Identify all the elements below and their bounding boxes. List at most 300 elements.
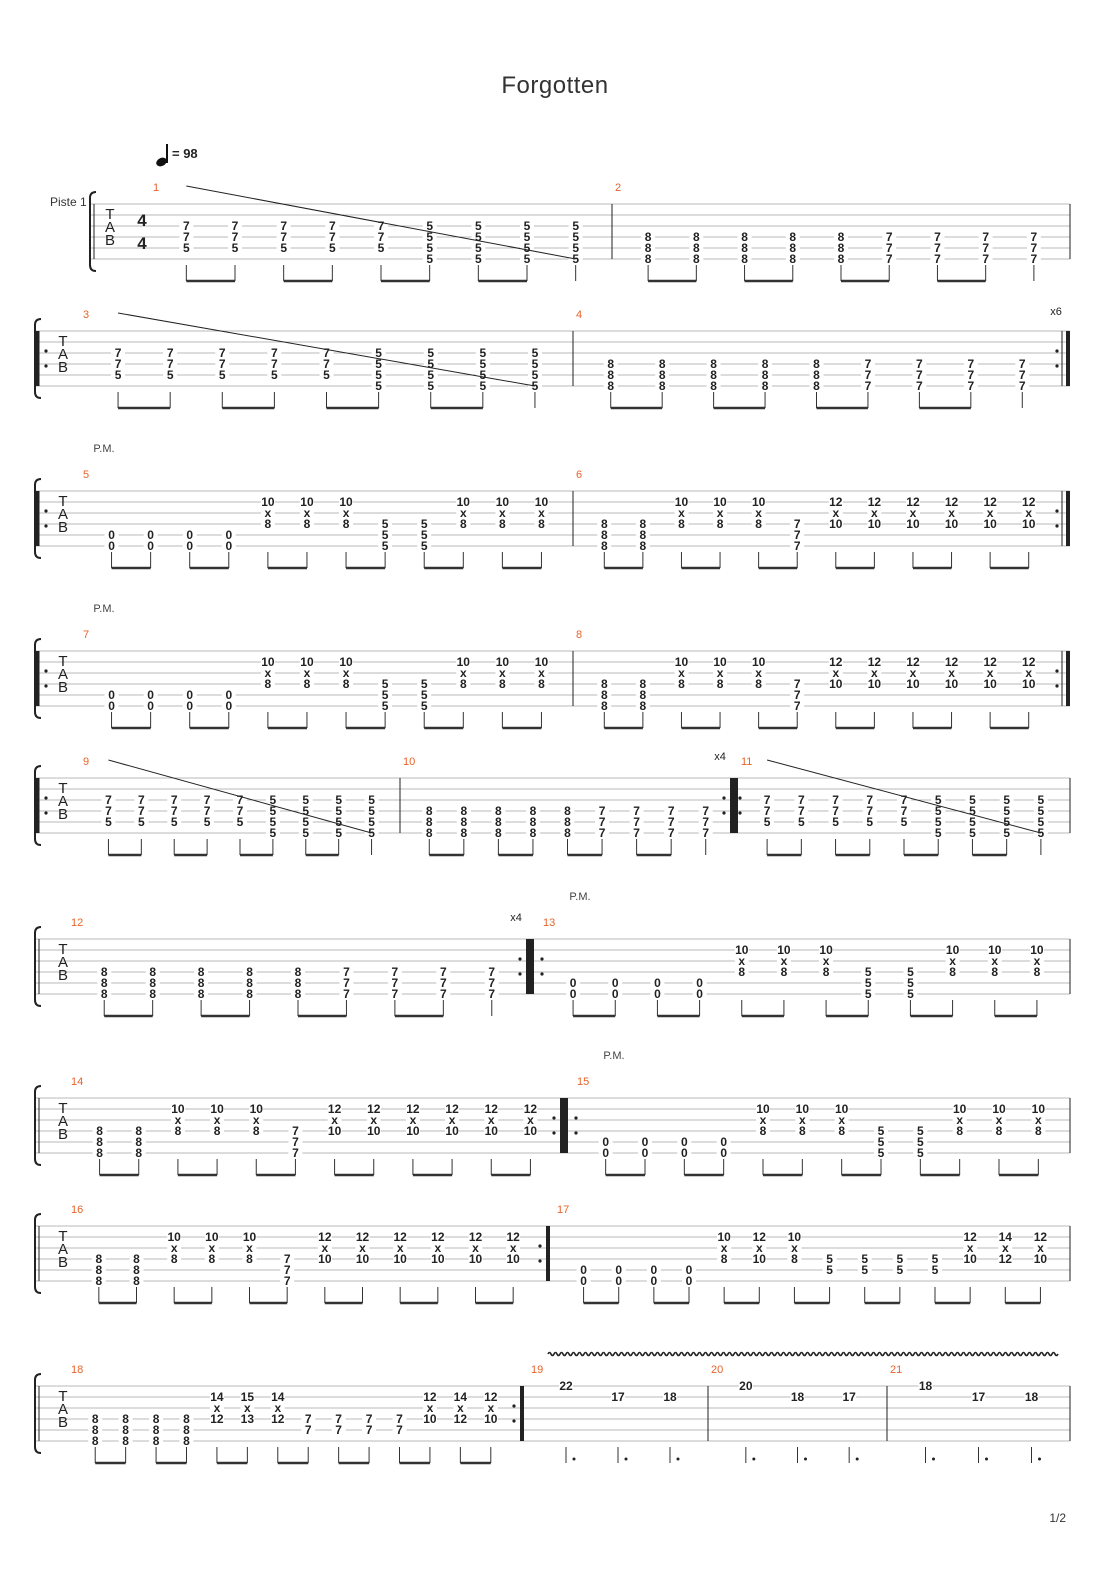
fret-number: 10	[495, 655, 510, 669]
fret-number: 12	[271, 1412, 285, 1426]
fret-number: 5	[427, 346, 435, 360]
fret-number: 12	[367, 1102, 381, 1116]
fret-number: 8	[658, 368, 666, 382]
fret-number: 0	[720, 1146, 728, 1160]
fret-number: 5	[969, 826, 976, 840]
fret-number: 7	[218, 357, 226, 371]
fret-number: 8	[813, 368, 820, 382]
fret-number: 7	[763, 793, 771, 807]
fret-number: 7	[982, 252, 990, 266]
fret-number: 7	[864, 368, 872, 382]
fret-number: 8	[122, 1412, 129, 1426]
fret-number: 5	[931, 1252, 939, 1266]
dead-note: x	[509, 1241, 517, 1255]
dead-note: x	[426, 1401, 434, 1415]
fret-number: 5	[426, 219, 434, 233]
measure-number: 3	[83, 309, 90, 321]
fret-number: 15	[240, 1390, 255, 1404]
fret-number: 0	[186, 699, 194, 713]
fret-number: 7	[1018, 357, 1026, 371]
fret-number: 8	[208, 1252, 216, 1266]
tab-clef-letter: B	[57, 1414, 69, 1431]
dead-note: x	[448, 1113, 456, 1127]
fret-number: 10	[261, 495, 275, 509]
dead-note: x	[995, 1113, 1003, 1127]
repeat-dot	[538, 1244, 541, 1247]
dead-note: x	[499, 666, 506, 680]
fret-number: 8	[91, 1412, 99, 1426]
fret-number: 10	[717, 1230, 731, 1244]
dead-note: x	[966, 1241, 974, 1255]
fret-number: 5	[866, 815, 874, 829]
fret-number: 10	[756, 1102, 770, 1116]
fret-number: 8	[658, 357, 666, 371]
fret-number: 12	[318, 1230, 332, 1244]
fret-number: 8	[644, 241, 652, 255]
repeat-dot	[512, 1419, 515, 1422]
measure-number: 12	[71, 917, 84, 929]
fret-number: 5	[271, 368, 278, 382]
fret-number: 0	[108, 699, 115, 713]
fret-number: 8	[644, 230, 652, 244]
fret-number: 10	[1022, 677, 1036, 691]
fret-number: 8	[135, 1124, 143, 1138]
fret-number: 7	[900, 793, 908, 807]
fret-number: 8	[995, 1124, 1003, 1138]
measure-10	[400, 778, 713, 855]
fret-number: 7	[283, 1252, 291, 1266]
fret-number: 0	[615, 1263, 623, 1277]
fret-number: 7	[304, 1412, 312, 1426]
fret-number: 7	[934, 230, 941, 244]
fret-number: 8	[720, 1252, 728, 1266]
fret-number: 12	[1022, 655, 1036, 669]
dead-note: x	[909, 506, 917, 520]
fret-number: 0	[720, 1135, 728, 1149]
fret-number: 5	[328, 241, 336, 255]
fret-number: 8	[600, 677, 608, 691]
fret-number: 7	[391, 987, 399, 1001]
fret-number: 8	[678, 517, 685, 531]
fret-number: 12	[983, 495, 997, 509]
fret-number: 0	[147, 699, 154, 713]
tab-clef-letter: B	[57, 679, 69, 696]
tab-clef-letter: A	[57, 954, 69, 971]
fret-number: 5	[474, 230, 482, 244]
dead-note: x	[459, 666, 467, 680]
repeat-end-bar	[526, 939, 530, 994]
palm-mute-marker: P.M.	[603, 1050, 625, 1062]
fret-number: 5	[572, 230, 580, 244]
fret-number: 8	[741, 230, 748, 244]
fret-number: 7	[598, 804, 606, 818]
repeat-dot	[738, 796, 741, 799]
fret-number: 10	[210, 1102, 224, 1116]
fret-number: 5	[420, 688, 428, 702]
fret-number: 12	[406, 1102, 420, 1116]
dead-note: x	[457, 1401, 464, 1415]
tab-clef-letter: A	[57, 666, 69, 683]
repeat-end-bar	[1066, 331, 1070, 386]
fret-number: 18	[663, 1390, 677, 1404]
fret-number: 5	[900, 815, 908, 829]
measure-15	[599, 1104, 1046, 1175]
fret-number: 5	[916, 1124, 924, 1138]
dead-note: x	[1033, 954, 1041, 968]
fret-number: 10	[484, 1412, 498, 1426]
fret-number: 0	[580, 1263, 587, 1277]
fret-number: 8	[96, 1135, 103, 1149]
fret-number: 8	[813, 379, 820, 393]
fret-number: 7	[105, 793, 112, 807]
fret-number: 8	[639, 539, 647, 553]
fret-number: 5	[931, 1263, 939, 1277]
fret-number: 8	[837, 252, 845, 266]
fret-number: 8	[460, 804, 468, 818]
fret-number: 5	[797, 815, 805, 829]
fret-number: 8	[459, 677, 467, 691]
fret-number: 8	[197, 976, 205, 990]
tab-clef-letter: T	[58, 333, 68, 350]
dead-note: x	[755, 506, 762, 520]
fret-number: 0	[654, 976, 661, 990]
measure-14	[93, 1104, 538, 1175]
repeat-dot	[540, 972, 543, 975]
fret-number: 7	[1018, 379, 1026, 393]
tab-system	[35, 1086, 1070, 1175]
dead-note: x	[396, 1241, 404, 1255]
fret-number: 12	[829, 655, 843, 669]
fret-number: 5	[479, 379, 487, 393]
dead-note: x	[948, 666, 955, 680]
fret-number: 10	[963, 1252, 977, 1266]
fret-number: 7	[488, 965, 496, 979]
fret-number: 8	[1033, 965, 1041, 979]
dead-note: x	[246, 1241, 253, 1255]
dead-note: x	[472, 1241, 479, 1255]
fret-number: 0	[580, 1274, 587, 1288]
fret-number: 7	[916, 357, 923, 371]
measure-number: 20	[711, 1364, 724, 1376]
fret-number: 7	[231, 230, 239, 244]
fret-number: 10	[906, 677, 920, 691]
repeat-dot	[44, 669, 47, 672]
fret-number: 8	[183, 1423, 190, 1437]
time-signature-top: 4	[137, 211, 147, 230]
measure-number: 14	[71, 1076, 84, 1088]
fret-number: 8	[246, 987, 253, 1001]
fret-number: 8	[425, 826, 433, 840]
measure-number: 11	[741, 756, 753, 768]
fret-number: 8	[183, 1434, 190, 1448]
fret-number: 0	[602, 1135, 610, 1149]
time-signature-bottom: 4	[137, 234, 147, 253]
measure-number: 21	[890, 1364, 903, 1376]
fret-number: 5	[420, 528, 428, 542]
tab-system	[35, 927, 1070, 1016]
fret-number: 5	[335, 815, 343, 829]
fret-number: 7	[236, 804, 244, 818]
fret-number: 8	[183, 1412, 190, 1426]
fret-number: 8	[529, 815, 537, 829]
dead-note: x	[538, 506, 545, 520]
fret-number: 0	[680, 1146, 688, 1160]
repeat-dot	[574, 1131, 577, 1134]
fret-number: 7	[763, 804, 771, 818]
fret-number: 7	[439, 976, 447, 990]
fret-number: 10	[355, 1252, 370, 1266]
measure-number: 5	[83, 469, 90, 481]
song-title: Forgotten	[501, 72, 609, 99]
dead-note: x	[909, 666, 917, 680]
repeat-dot	[44, 796, 47, 799]
dead-note: x	[1025, 506, 1033, 520]
fret-number: 5	[302, 826, 310, 840]
fret-number: 5	[896, 1252, 904, 1266]
fret-number: 7	[667, 826, 675, 840]
fret-number: 5	[236, 815, 244, 829]
fret-number: 8	[303, 677, 311, 691]
repeat-dot	[1055, 349, 1058, 352]
fret-number: 7	[633, 804, 640, 818]
fret-number: 7	[396, 1412, 403, 1426]
fret-number: 8	[564, 815, 571, 829]
fret-number: 8	[425, 815, 433, 829]
fret-number: 5	[426, 252, 434, 266]
fret-number: 5	[531, 346, 539, 360]
fret-number: 7	[271, 346, 278, 360]
repeat-count: x4	[714, 751, 726, 763]
fret-number: 7	[343, 976, 350, 990]
repeat-start-bar	[36, 651, 39, 706]
fret-number: 10	[339, 495, 353, 509]
fret-number: 7	[304, 1423, 312, 1437]
fret-number: 10	[867, 517, 882, 531]
measure-number: 2	[615, 182, 622, 194]
fret-number: 8	[197, 965, 205, 979]
fret-number: 8	[100, 976, 108, 990]
fret-number: 8	[692, 241, 700, 255]
fret-number: 10	[445, 1124, 459, 1138]
measure-number: 10	[403, 756, 416, 768]
fret-number: 8	[459, 517, 467, 531]
fret-number: 5	[1037, 804, 1045, 818]
fret-number: 5	[269, 804, 277, 818]
fret-number: 8	[495, 815, 502, 829]
fret-number: 7	[900, 804, 908, 818]
repeat-dot	[44, 684, 47, 687]
fret-number: 8	[761, 368, 769, 382]
dead-note: x	[755, 666, 762, 680]
fret-number: 7	[166, 346, 174, 360]
dead-note: x	[208, 1241, 216, 1255]
fret-number: 8	[294, 987, 302, 1001]
repeat-end-bar	[560, 1098, 564, 1153]
fret-number: 8	[95, 1263, 103, 1277]
fret-number: 12	[484, 1390, 498, 1404]
fret-number: 5	[381, 528, 389, 542]
fret-number: 5	[420, 517, 428, 531]
measure-number: 7	[83, 629, 90, 641]
fret-number: 5	[916, 1146, 924, 1160]
dead-note: x	[321, 1241, 329, 1255]
dead-note: x	[986, 666, 994, 680]
fret-number: 8	[607, 379, 615, 393]
fret-number: 8	[600, 688, 608, 702]
fret-number: 0	[225, 688, 233, 702]
repeat-count: x4	[510, 912, 522, 924]
fret-number: 10	[834, 1102, 849, 1116]
fret-number: 0	[108, 528, 115, 542]
tab-clef-letter: B	[57, 519, 69, 536]
fret-number: 0	[696, 987, 703, 1001]
fret-number: 5	[523, 219, 531, 233]
fret-number: 5	[572, 241, 580, 255]
fret-number: 14	[271, 1390, 285, 1404]
tab-clef-letter: T	[105, 206, 115, 223]
fret-number: 5	[763, 815, 771, 829]
repeat-start-bar	[36, 491, 39, 546]
fret-number: 8	[1034, 1124, 1042, 1138]
fret-number: 5	[335, 826, 343, 840]
fret-number: 5	[864, 976, 872, 990]
fret-number: 8	[600, 699, 608, 713]
dead-note: x	[838, 1113, 846, 1127]
measure-number: 16	[71, 1204, 84, 1216]
repeat-dot	[1055, 684, 1058, 687]
repeat-start-bar	[530, 939, 534, 994]
fret-number: 5	[427, 357, 435, 371]
fret-number: 7	[702, 804, 710, 818]
fret-number: 8	[246, 976, 253, 990]
dead-note: x	[780, 954, 788, 968]
repeat-dot	[1055, 364, 1058, 367]
fret-number: 8	[91, 1434, 99, 1448]
fret-number: 5	[427, 379, 435, 393]
fret-number: 10	[752, 1252, 766, 1266]
fret-number: 10	[300, 495, 314, 509]
fret-number: 8	[644, 252, 652, 266]
fret-number: 8	[759, 1124, 767, 1138]
repeat-dot	[538, 1259, 541, 1262]
measure-number: 18	[71, 1364, 84, 1376]
tab-clef-letter: B	[57, 1126, 69, 1143]
fret-number: 5	[335, 804, 343, 818]
fret-number: 12	[1022, 495, 1036, 509]
fret-number: 10	[1030, 943, 1044, 957]
dead-note: x	[678, 506, 685, 520]
dead-note: x	[798, 1113, 806, 1127]
fret-number: 7	[283, 1274, 291, 1288]
repeat-dot	[722, 796, 725, 799]
fret-number: 7	[916, 368, 923, 382]
fret-number: 10	[674, 655, 689, 669]
fret-number: 5	[907, 987, 914, 1001]
fret-number: 5	[426, 241, 434, 255]
measure-number: 15	[577, 1076, 590, 1088]
dead-note: x	[949, 954, 956, 968]
dead-note: x	[755, 1241, 763, 1255]
fret-number: 10	[906, 517, 920, 531]
fret-number: 5	[572, 252, 580, 266]
fret-number: 5	[166, 368, 174, 382]
measure-number: 8	[576, 629, 583, 641]
fret-number: 7	[967, 357, 975, 371]
fret-number: 8	[710, 379, 717, 393]
fret-number: 5	[420, 539, 428, 553]
fret-number: 7	[1030, 230, 1038, 244]
fret-number: 7	[182, 219, 190, 233]
dead-note: x	[303, 666, 311, 680]
fret-number: 5	[368, 804, 375, 818]
fret-number: 7	[667, 815, 675, 829]
fret-number: 14	[210, 1390, 224, 1404]
fret-number: 0	[147, 528, 154, 542]
fret-number: 5	[218, 368, 226, 382]
fret-number: 7	[916, 379, 923, 393]
repeat-start-bar	[564, 1098, 568, 1153]
fret-number: 8	[100, 965, 108, 979]
dead-note: x	[252, 1113, 260, 1127]
dotted-rhythm	[625, 1458, 628, 1461]
fret-number: 5	[969, 804, 976, 818]
dead-note: x	[986, 506, 994, 520]
fret-number: 17	[971, 1390, 986, 1404]
repeat-dot	[574, 1116, 577, 1119]
repeat-dot	[1055, 509, 1058, 512]
fret-number: 7	[488, 976, 496, 990]
fret-number: 8	[495, 804, 502, 818]
fret-number: 10	[751, 495, 766, 509]
fret-number: 8	[716, 517, 724, 531]
fret-number: 12	[484, 1102, 498, 1116]
measure-21	[887, 1381, 1041, 1463]
fret-number: 8	[122, 1434, 129, 1448]
fret-number: 7	[166, 357, 174, 371]
fret-number: 7	[1030, 252, 1038, 266]
measure-number: 19	[531, 1364, 544, 1376]
dotted-rhythm	[932, 1458, 935, 1461]
fret-number: 5	[934, 793, 942, 807]
tab-clef-letter: B	[57, 806, 69, 823]
fret-number: 10	[713, 495, 727, 509]
fret-number: 7	[283, 1263, 291, 1277]
fret-number: 7	[271, 357, 278, 371]
fret-number: 7	[793, 517, 801, 531]
fret-number: 5	[302, 804, 310, 818]
fret-number: 5	[137, 815, 145, 829]
fret-number: 0	[611, 987, 619, 1001]
fret-number: 8	[600, 517, 608, 531]
fret-number: 12	[867, 495, 882, 509]
dead-note: x	[948, 506, 955, 520]
fret-number: 5	[182, 241, 190, 255]
fret-number: 8	[798, 1124, 806, 1138]
dead-note: x	[1025, 666, 1033, 680]
fret-number: 5	[381, 517, 389, 531]
fret-number: 7	[439, 987, 447, 1001]
fret-number: 7	[377, 230, 385, 244]
fret-number: 7	[864, 357, 872, 371]
fret-number: 10	[674, 495, 689, 509]
fret-number: 10	[406, 1124, 420, 1138]
fret-number: 7	[365, 1423, 373, 1437]
tab-clef-letter: T	[58, 653, 68, 670]
fret-number: 8	[639, 528, 647, 542]
fret-number: 8	[822, 965, 830, 979]
fret-number: 7	[967, 368, 975, 382]
measure-16	[92, 1232, 520, 1303]
